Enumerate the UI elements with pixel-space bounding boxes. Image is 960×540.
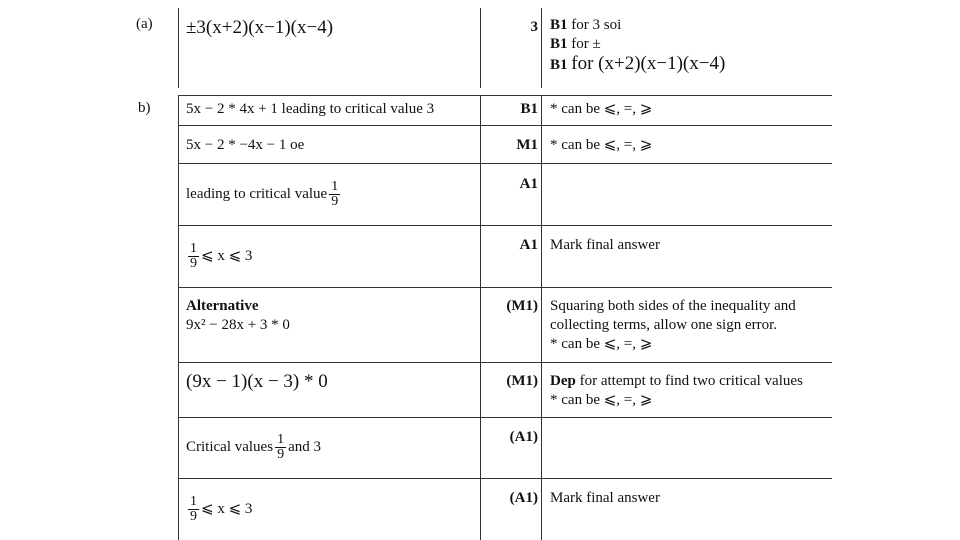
answer-text: ⩽ x ⩽ 3 — [201, 247, 253, 264]
mark-code: B1 — [550, 36, 568, 52]
guidance-text: for (x+2)(x−1)(x−4) — [571, 53, 726, 74]
dep-label: Dep — [550, 373, 576, 389]
guidance-cell — [550, 372, 832, 417]
table-row — [178, 163, 832, 225]
guidance-cell — [550, 175, 832, 225]
part-a-row — [178, 8, 832, 88]
mark-cell: (A1) — [509, 429, 538, 445]
guidance-line: Squaring both sides of the inequality and — [550, 298, 796, 314]
answer-text: Critical values — [186, 439, 274, 455]
fraction-denominator: 9 — [277, 447, 285, 462]
fraction — [329, 180, 340, 209]
mark-cell: (M1) — [506, 373, 538, 389]
guidance-line — [550, 16, 832, 35]
alternative-heading: Alternative — [186, 298, 259, 314]
part-a-guidance — [550, 16, 832, 88]
guidance-text: for ± — [571, 36, 601, 52]
answer-cell — [186, 372, 476, 417]
guidance-cell: * can be ⩽, =, ⩾ — [550, 137, 653, 153]
fraction — [275, 433, 286, 462]
table-row — [178, 225, 832, 287]
fraction-numerator: 1 — [331, 178, 339, 194]
table-row — [178, 287, 832, 362]
fraction-numerator: 1 — [277, 432, 285, 447]
guidance-line: collecting terms, allow one sign error. — [550, 317, 778, 333]
mark-cell: A1 — [519, 176, 538, 192]
guidance-line — [550, 54, 832, 75]
mark-cell: B1 — [520, 101, 538, 117]
answer-cell: 5x − 2 * −4x − 1 oe — [186, 137, 305, 153]
answer-cell: 5x − 2 * 4x + 1 leading to critical value 3 — [186, 101, 435, 117]
mark-cell: A1 — [519, 237, 538, 253]
mark-code: B1 — [550, 57, 568, 73]
guidance-line — [550, 372, 832, 391]
fraction-denominator: 9 — [331, 193, 339, 209]
answer-text: (9x − 1)(x − 3) * 0 — [186, 371, 328, 392]
guidance-cell: Mark final answer — [550, 490, 660, 506]
part-b-label: b) — [138, 100, 151, 116]
guidance-cell: * can be ⩽, =, ⩾ — [550, 101, 653, 117]
answer-cell — [186, 417, 476, 478]
fraction — [188, 242, 199, 271]
fraction-numerator: 1 — [190, 493, 197, 509]
answer-cell — [186, 478, 476, 540]
mark-cell: (M1) — [506, 298, 538, 314]
part-a-label: (a) — [136, 16, 153, 32]
guidance-line: * can be ⩽, =, ⩾ — [550, 336, 653, 352]
answer-cell — [186, 225, 476, 287]
guidance-cell — [550, 428, 832, 478]
guidance-text: for attempt to find two critical values — [579, 373, 803, 389]
mark-cell: M1 — [516, 137, 538, 153]
fraction — [188, 495, 199, 524]
table-row — [178, 478, 832, 540]
part-a-mark: 3 — [530, 19, 538, 35]
answer-expression: ±3(x+2)(x−1)(x−4) — [186, 17, 334, 38]
table-row — [178, 417, 832, 478]
answer-text: leading to critical value — [186, 185, 328, 202]
guidance-text: for 3 soi — [571, 17, 622, 33]
table-row — [178, 95, 832, 125]
answer-text: ⩽ x ⩽ 3 — [201, 500, 253, 517]
answer-text: 9x² − 28x + 3 * 0 — [186, 317, 290, 333]
part-a-answer — [186, 18, 476, 88]
guidance-line: * can be ⩽, =, ⩾ — [550, 392, 653, 408]
answer-cell — [186, 297, 476, 362]
mark-code: B1 — [550, 17, 568, 33]
guidance-line — [550, 35, 832, 54]
answer-text: and 3 — [288, 439, 321, 455]
guidance-cell: Mark final answer — [550, 237, 660, 253]
fraction-denominator: 9 — [190, 508, 197, 524]
fraction-numerator: 1 — [190, 240, 197, 256]
answer-cell — [186, 163, 476, 225]
mark-cell: (A1) — [509, 490, 538, 506]
table-row — [178, 362, 832, 417]
fraction-denominator: 9 — [190, 255, 197, 271]
table-row — [178, 125, 832, 163]
guidance-cell — [550, 297, 832, 362]
